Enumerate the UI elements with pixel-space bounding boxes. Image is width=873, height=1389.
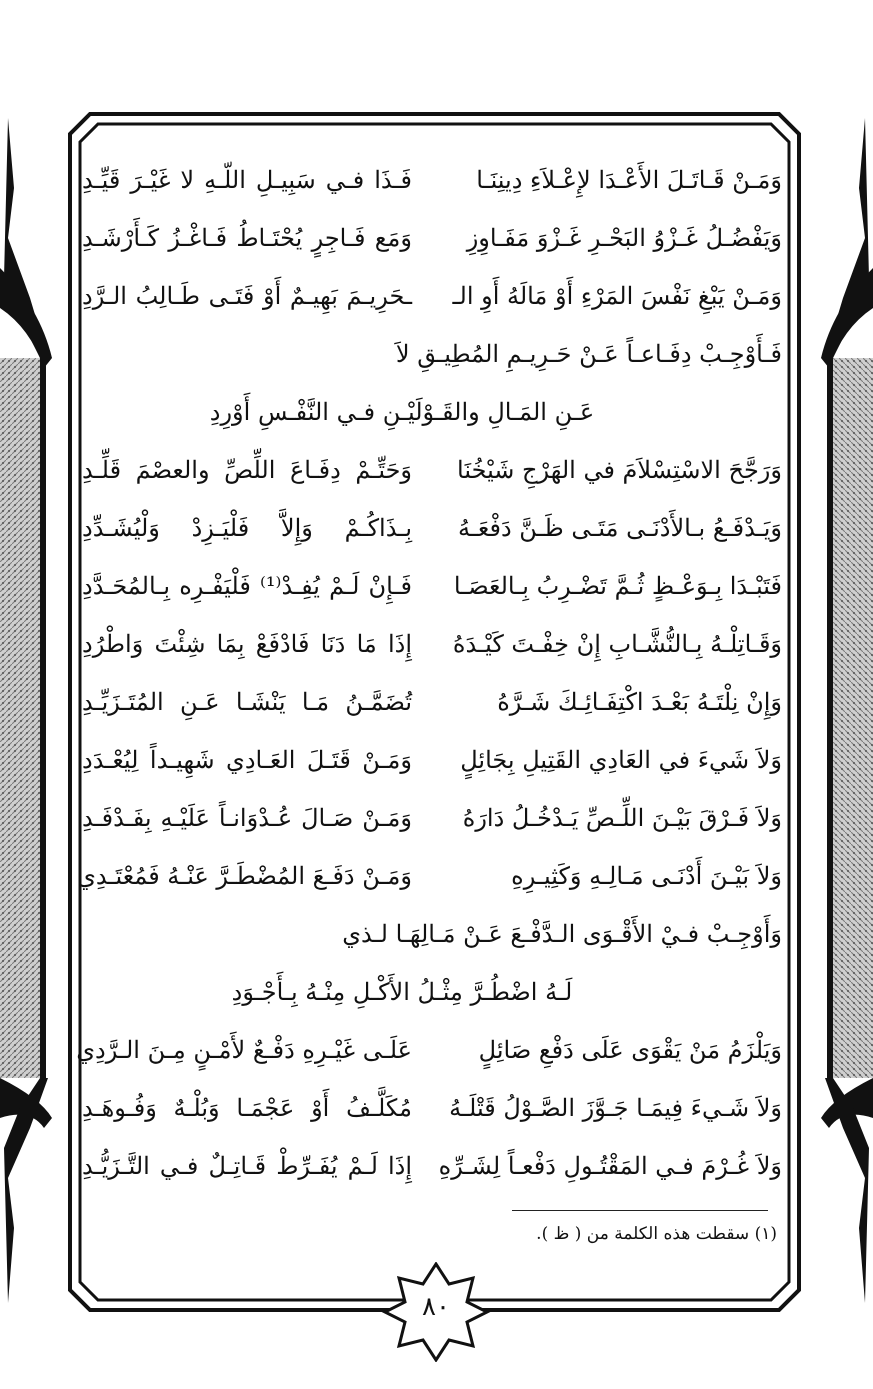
verse-first-hemistich: وَلاَ بَيْـنَ أَدْنَـى مَـالِـهِ وَكَثِيـرِهِ [511,862,782,890]
verse-12 [82,793,782,843]
verse-second-hemistich: بِـذَاكُـمْ وَإِلاَّ فَلْيَـزِدْ وَلْيُشَـدِّدِ [82,514,412,542]
verse-first-hemistich: وَرَجَّحَ الاسْتِسْلاَمَ في الهَرْجِ شَيْخُنَا [457,456,782,484]
footnote-separator [512,1210,768,1211]
verse-first-hemistich: وَلاَ شَـيءَ فِيمَـا جَـوَّزَ الصَّـوْلُ قَتْلَـهُ [449,1094,782,1122]
verse-second-hemistich: وَحَتِّـمْ دِفَـاعَ اللِّصِّ والعصْمَ قَلِّـدِ [82,456,412,484]
verse-6 [82,445,782,495]
verse-first-hemistich: وَلاَ شَيءَ في العَادِي القَتِيلِ بِجَائِلٍ [460,746,782,774]
verse-second-hemistich: فَـإِنْ لَـمْ يُفِـدْ⁽¹⁾ فَلْيَفْـرِه بِـالمُحَـدَّدِ [82,572,412,600]
verse-second-hemistich: إِذَا لَـمْ يُفَـرِّطْ قَـاتِـلٌ فـي التَّـزَيُّـدِ [82,1152,412,1180]
verse-first-hemistich: وَيَفْضُـلُ غَـزْوُ البَحْـرِ غَـزْوَ مَفَـاوِزِ [466,224,782,252]
verse-10 [82,677,782,727]
verse-8 [82,561,782,611]
verse-first-hemistich: وَلاَ فَـرْقَ بَيْـنَ اللِّـصِّ يَـدْخُـلُ دَارَهُ [462,804,782,832]
right-ornament [815,118,873,1303]
verse-second-hemistich: تُضَمَّـنُ مَـا يَنْشَـا عَـنِ المُتَـزَيِّـدِ [82,688,412,716]
verse-5 [82,387,782,437]
verse-second-hemistich: مُكَلَّـفُ أَوْ عَجْمَـا وَبُلْـهٌ وَفُـوهَـدِ [82,1094,412,1122]
verse-first-hemistich: وَيَـدْفَـعُ بـالأَدْنَـى مَتَـى ظَـنَّ دَفْعَـهُ [458,514,782,542]
verse-full-line: فَـأَوْجِـبْ دِفَـاعـاً عَـنْ حَـرِيـمِ المُطِيـقِ لاَ [395,340,782,368]
verse-9 [82,619,782,669]
verse-second-hemistich: إِذَا مَا دَنَا فَادْفَعْ بِمَا شِئْتَ وَاطْرُدِ [82,630,412,658]
verse-first-hemistich: وَلاَ غُـرْمَ فـي المَقْتُـولِ دَفْعـاً لِشَـرِّهِ [438,1152,782,1180]
left-ornament-graphic [0,118,58,1303]
verse-17 [82,1083,782,1133]
footnote: (١) سقطت هذه الكلمة من ( ظ ). [536,1224,777,1244]
verse-2 [82,213,782,263]
verse-first-hemistich: وَيَلْزَمُ مَنْ يَقْوَى عَلَى دَفْعِ صَائِلٍ [478,1036,782,1064]
verse-second-hemistich: عَلَـى غَيْـرِهِ دَفْـعٌ لأَمْـنٍ مِـنَ الـرَّدِي [76,1036,412,1064]
verse-second-hemistich: وَمَع فَـاجِرٍ يُحْتَـاطُ فَـاغْـزُ كَـأَرْشَـدِ [82,224,412,252]
left-ornament [0,118,58,1303]
verse-first-hemistich: فَتَبْـدَا بِـوَعْـظٍ ثُـمَّ تَضْـرِبُ بِـالعَصَـا [453,572,782,600]
verse-full-line: لَـهُ اضْطُـرَّ مِثْـلُ الأَكْـلِ مِنْـهُ بِـأَجْـوَدِ [231,978,573,1006]
verse-13 [77,851,782,901]
verse-first-hemistich: وَإِنْ نِلْتَـهُ بَعْـدَ اكْتِفَـائِـكَ شَـرَّهُ [497,688,782,716]
verse-16 [76,1025,782,1075]
verse-11 [82,735,782,785]
verse-18 [82,1141,782,1191]
verse-1 [82,155,782,205]
verse-full-line: عَـنِ المَـالِ والقَـوْلَيْـنِ فـي النَّفْـسِ أَوْرِدِ [209,398,595,426]
verse-first-hemistich: وَمَـنْ يَبْغِ نَفْسَ المَرْءِ أَوْ مَالَهُ أَوِ الـ [452,282,782,310]
verse-second-hemistich: وَمَـنْ صَـالَ عُـدْوَانـاً عَلَيْـهِ بِفَـدْفَـدِ [82,804,412,832]
right-ornament-graphic [815,118,873,1303]
page-number-badge [381,1262,491,1362]
verse-full-line: وَأَوْجِـبْ فـيْ الأَقْـوَى الـدَّفْـعَ عَـنْ مَـالِهَـا لـذي [342,920,782,948]
verse-7 [82,503,782,553]
verse-first-hemistich: وَقَـاتِلْـهُ بِـالنُّشَّـابِ إِنْ خِفْـتَ كَيْـدَهُ [452,630,782,658]
verse-first-hemistich: وَمَـنْ قَـاتَـلَ الأَعْـدَا لإِعْـلاَءِ دِينِنَـا [476,166,782,194]
verse-3 [82,271,782,321]
verse-second-hemistich: وَمَـنْ قَتَـلَ العَـادِي شَهِيـداً لِيُعْـدَدِ [82,746,412,774]
verse-15 [82,967,782,1017]
verse-second-hemistich: ـحَرِيـمَ بَهِيـمٌ أَوْ فَتَـى طَـالِبُ الـرَّدِ [82,282,412,310]
verse-second-hemistich: فَـذَا فـي سَبِيـلِ اللّـهِ لا غَيْـرَ قَيِّـدِ [82,166,412,194]
verse-4 [82,329,782,379]
verse-second-hemistich: وَمَـنْ دَفَـعَ المُضْطَـرَّ عَنْـهُ فَمُعْتَـدِي [77,862,412,890]
page-number: ٨٠ [422,1292,450,1322]
verse-14 [82,909,782,959]
